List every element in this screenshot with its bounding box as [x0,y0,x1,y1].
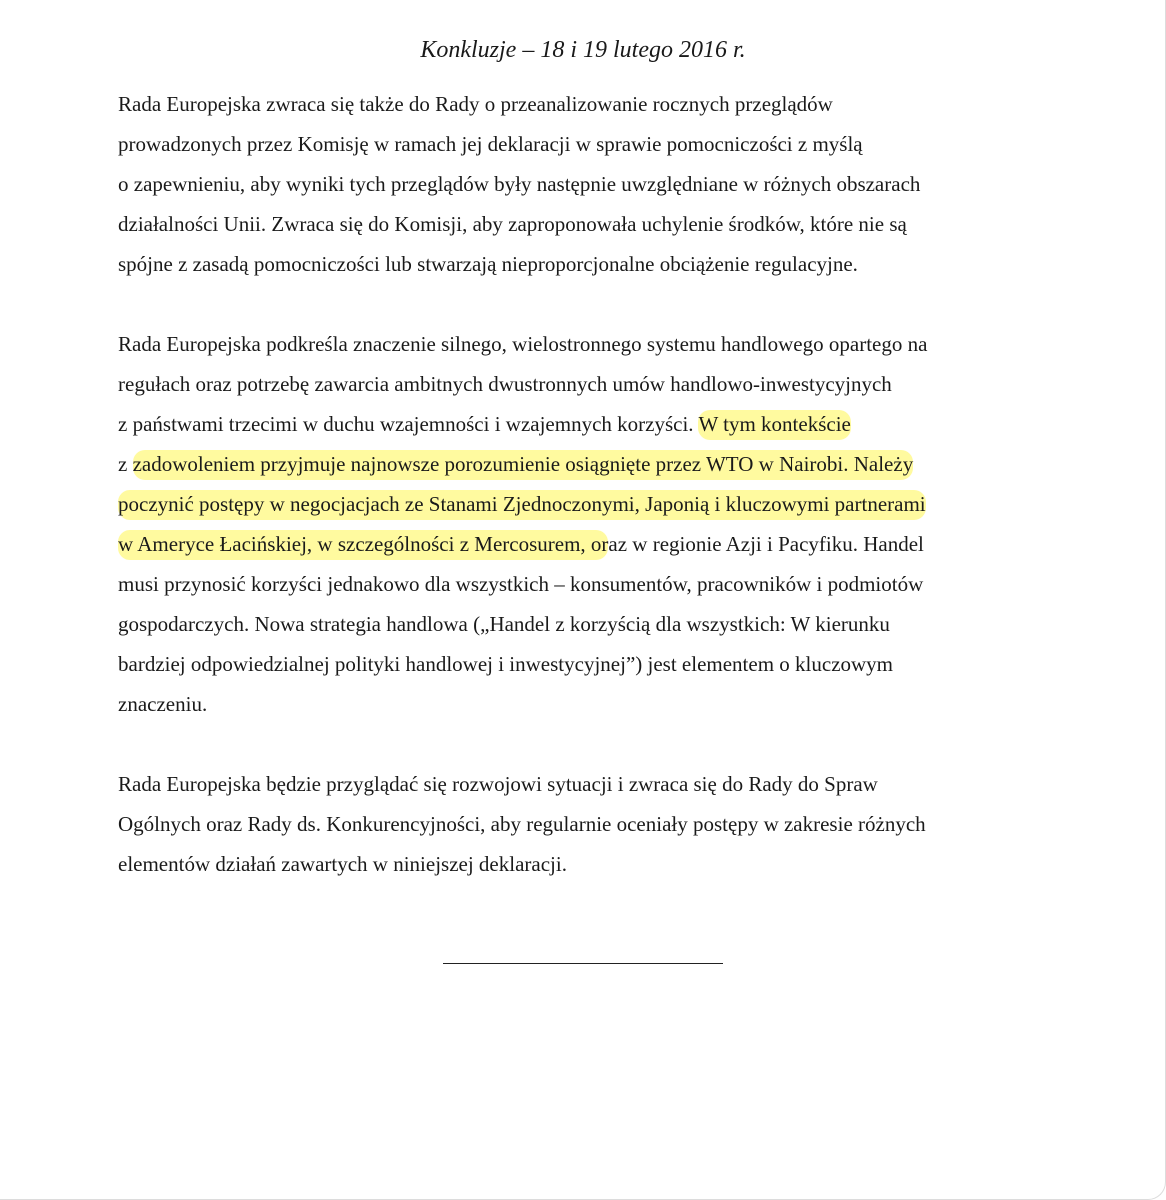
text-line: Ogólnych oraz Rady ds. Konkurencyjności, aby regularnie oceniały postępy w zakresie różnych [118,812,926,836]
highlighted-text: zadowoleniem przyjmuje najnowsze porozumienie osiągnięte przez WTO w Nairobi. Należy [133,450,914,480]
text-line: elementów działań zawartych w niniejszej deklaracji. [118,852,567,876]
text-line: Rada Europejska podkreśla znaczenie silnego, wielostronnego systemu handlowego opartego na [118,332,928,356]
text-line [118,524,1078,564]
highlighted-text: w Ameryce Łacińskiej, w szczególności z Mercosurem, or [118,530,608,560]
text-line: Rada Europejska zwraca się także do Rady o przeanalizowanie rocznych przeglądów [118,92,833,116]
text-line [118,444,1078,484]
text-segment: z [118,452,133,476]
text-line: prowadzonych przez Komisję w ramach jej deklaracji w sprawie pomocniczości z myślą [118,132,863,156]
text-line [118,484,1078,524]
running-header: Konkluzje – 18 i 19 lutego 2016 r. [420,37,746,63]
paragraph-monitoring [118,764,1078,884]
end-rule [443,963,723,964]
text-line: musi przynosić korzyści jednakowo dla wszystkich – konsumentów, pracowników i podmiotów [118,572,924,596]
text-segment: z państwami trzecimi w duchu wzajemności i wzajemnych korzyści. [118,412,699,436]
highlighted-text: poczynić postępy w negocjacjach ze Stanami Zjednoczonymi, Japonią i kluczowymi partnerami [118,490,926,520]
text-line: o zapewnieniu, aby wyniki tych przeglądów były następnie uwzględniane w różnych obszarach [118,172,921,196]
paragraph-trade [118,324,1078,724]
highlighted-text: W tym kontekście [698,410,850,440]
text-line: regułach oraz potrzebę zawarcia ambitnych dwustronnych umów handlowo-inwestycyjnych [118,372,892,396]
text-line: działalności Unii. Zwraca się do Komisji, aby zaproponowała uchylenie środków, które nie są [118,212,907,236]
text-line: Rada Europejska będzie przyglądać się rozwojowi sytuacji i zwraca się do Rady do Spraw [118,772,878,796]
text-line: bardziej odpowiedzialnej polityki handlowej i inwestycyjnej”) jest elementem o kluczowym [118,652,894,676]
paragraph-subsidiarity [118,84,1078,284]
text-line [118,404,1078,444]
text-line: spójne z zasadą pomocniczości lub stwarzają nieproporcjonalne obciążenie regulacyjne. [118,252,858,276]
text-line: znaczeniu. [118,692,208,716]
text-segment: az w regionie Azji i Pacyfiku. Handel [608,532,924,556]
text-line: gospodarczych. Nowa strategia handlowa („Handel z korzyścią dla wszystkich: W kierunku [118,612,890,636]
